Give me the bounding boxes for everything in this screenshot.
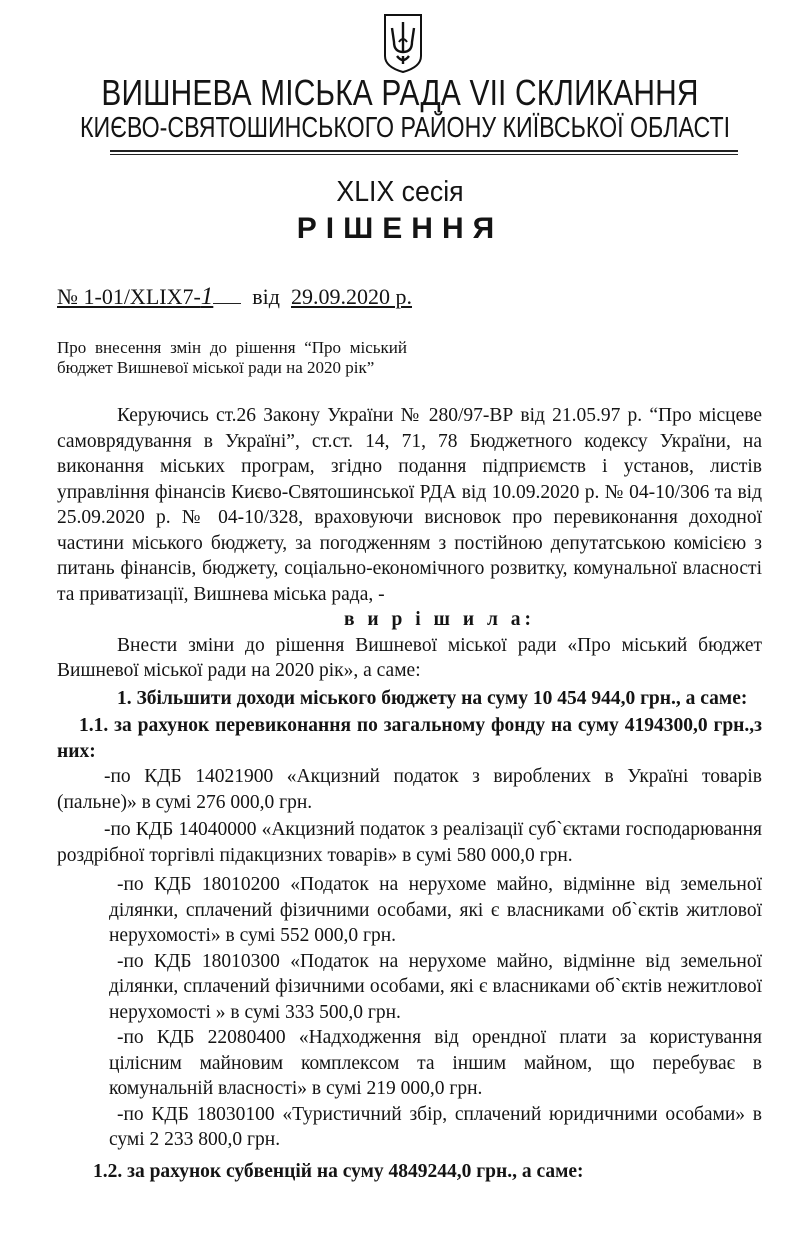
- item-1-2: 1.2. за рахунок субвенцій на суму 4849244,0 грн., а саме:: [93, 1160, 584, 1182]
- document-number-handwritten: 1: [200, 283, 214, 310]
- header-divider-thin: [110, 154, 738, 155]
- document-date: 29.09.2020 р.: [291, 284, 412, 309]
- kdb-item: -по КДБ 18010300 «Податок на нерухоме майно, відмінне від земельної ділянки, сплачений фізичними особами, які є власниками об`єктів нежитлової нерухомості » в сумі 333 500,0 грн.: [109, 950, 762, 1023]
- item-1-1: 1.1. за рахунок перевиконання по загальному фонду на суму 4194300,0 грн.,з них:: [57, 715, 762, 762]
- coat-of-arms-icon: [382, 12, 424, 74]
- kdb-item: -по КДБ 22080400 «Надходження від орендної плати за користування цілісним майновим комплексом та іншим майном, що перебуває в комунальній власності» в сумі 219 000,0 грн.: [109, 1027, 762, 1099]
- kdb-item: -по КДБ 14040000 «Акцизний податок з реалізації суб`єктами господарювання роздрібної торгівлі підакцизних товарів» в сумі 580 000,0 грн.: [57, 819, 762, 866]
- decision-subject: Про внесення змін до рішення “Про міський бюджет Вишневої міської ради на 2020 рік”: [57, 338, 407, 377]
- preamble-paragraph: Керуючись ст.26 Закону України № 280/97-ВР від 21.05.97 р. “Про місцеве самоврядування в Україні”, ст.ст. 14, 71, 78 Бюджетного кодексу України, на виконання міських програм, згідно подання підприємств і установ, листів управління фінансів Києво-Святошинської РДА від 10.09.2020 р. № 04-10/306 та від 25.09.2020 р. № 04-10/328, враховуючи висновок про перевиконання доходної частини міського бюджету, за погодженням з постійною депутатською комісією з питань фінансів, бюджету, соціально-економічного розвитку, комунальної власності та приватизації, Вишнева міська рада, -: [57, 405, 762, 605]
- decision-body: [57, 403, 762, 1184]
- intro-paragraph: Внести зміни до рішення Вишневої міської ради «Про міський бюджет Вишневої міської ради на 2020 рік», а саме:: [57, 634, 762, 681]
- item-1: 1. Збільшити доходи міського бюджету на суму 10 454 944,0 грн., а саме:: [117, 687, 748, 709]
- date-label: від: [252, 284, 280, 309]
- kdb-item: -по КДБ 18030100 «Туристичний збір, сплачений юридичними особами» в сумі 2 233 800,0 грн.: [109, 1103, 762, 1150]
- kdb-item: -по КДБ 14021900 «Акцизний податок з вироблених в Україні товарів (пальне)» в сумі 276 000,0 грн.: [57, 766, 762, 813]
- session-title: XLIX сесія: [336, 176, 464, 208]
- document-number: № 1-01/XLIX7-: [57, 284, 201, 309]
- council-title: ВИШНЕВА МІСЬКА РАДА VII СКЛИКАННЯ: [101, 72, 699, 113]
- header-divider: [110, 150, 738, 152]
- document-type: РІШЕННЯ: [296, 212, 504, 245]
- document-number-line: [57, 283, 412, 311]
- kdb-item: -по КДБ 18010200 «Податок на нерухоме майно, відмінне від земельної ділянки, сплачений фізичними особами, які є власниками об`єктів житлової нерухомості» в сумі 552 000,0 грн.: [109, 874, 762, 946]
- council-subtitle: КИЄВО-СВЯТОШИНСЬКОГО РАЙОНУ КИЇВСЬКОЇ ОБЛАСТІ: [80, 112, 731, 144]
- resolved-heading: в и р і ш и л а:: [343, 609, 536, 630]
